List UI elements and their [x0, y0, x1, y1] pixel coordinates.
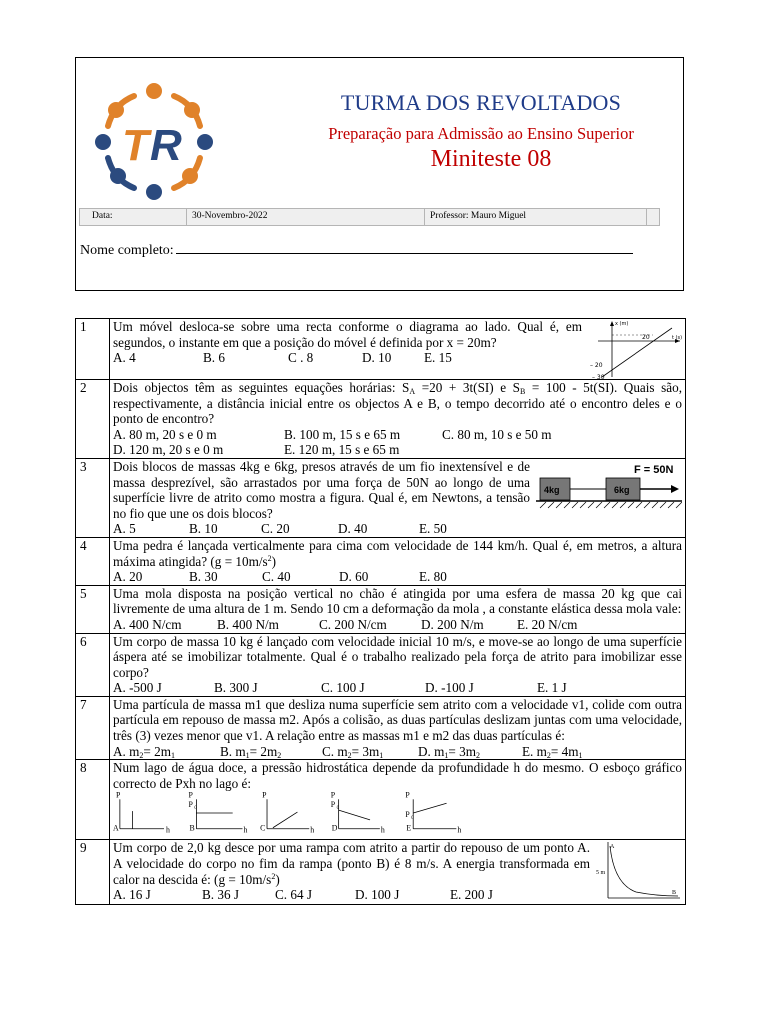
option: D. 40 — [338, 521, 368, 537]
option: C . 8 — [288, 350, 314, 366]
option: B. 400 N/m — [217, 616, 279, 632]
graph-label: t (s) — [672, 335, 682, 341]
option: C. 40 — [262, 569, 291, 585]
question-text: Uma mola disposta na posição vertical no chão é atingida por uma esfera de massa 20 kg que cai livremente de uma altura de 1 m. Sendo 10 cm a deformação da mola , a constante elástica dessa mola vale: — [113, 585, 682, 617]
subscript: A — [409, 387, 416, 396]
option: C. 80 m, 10 s e 50 m — [442, 426, 552, 442]
question-number: 7 — [76, 696, 110, 759]
text-part: =20 + 3t(SI) e S — [415, 380, 520, 395]
svg-text:R: R — [150, 121, 182, 170]
option — [322, 744, 418, 760]
options — [113, 887, 590, 903]
subscript: 2 — [475, 750, 480, 760]
question-text: Uma partícula de massa m1 que desliza numa superfície sem atrito com a velocidade v1, colide com outra partícula em repouso de massa m2. Após a colisão, as duas partículas deslizam juntas com uma velocidade, três (3) vezes menor que v1. A relação entre as massas m1 e m2 das duas partículas é: — [113, 696, 682, 744]
option: C. 64 J — [275, 887, 313, 903]
option: A. -500 J — [113, 680, 162, 696]
question-number: 8 — [76, 760, 110, 840]
graph-letter: C — [260, 824, 266, 834]
options — [113, 442, 682, 458]
option: D. 10 — [362, 350, 392, 366]
axis-label: h — [457, 826, 462, 836]
text-part: A. m — [113, 743, 140, 759]
questions-table — [75, 318, 686, 905]
options — [113, 427, 682, 443]
options — [113, 350, 582, 366]
options — [113, 680, 682, 696]
point-label: B — [672, 890, 677, 897]
axis-label: h — [243, 826, 248, 836]
question-cell — [110, 840, 686, 905]
option — [113, 744, 220, 760]
graph-letter: A — [113, 824, 119, 834]
subscript: 1 — [578, 750, 583, 760]
svg-text:T: T — [122, 121, 149, 170]
meta-row — [79, 208, 660, 226]
divider — [646, 209, 647, 225]
question-cell — [110, 458, 686, 537]
option: E. 120 m, 15 s e 65 m — [284, 442, 400, 458]
question-number: 5 — [76, 585, 110, 633]
question-number: 9 — [76, 840, 110, 905]
table-row — [76, 319, 686, 380]
option: A. 16 J — [113, 887, 151, 903]
option: A. 5 — [113, 521, 136, 537]
axis-label: P — [405, 810, 410, 820]
question-cell — [110, 633, 686, 696]
options — [113, 569, 682, 585]
option: C. 100 J — [321, 680, 365, 696]
text-part: Dois objectos têm as seguintes equações horárias: S — [113, 380, 410, 395]
subscript: 2 — [277, 750, 282, 760]
subscript: B — [520, 387, 526, 396]
subscript: 1 — [379, 750, 384, 760]
table-row — [76, 760, 686, 840]
text-part: E. m — [522, 743, 547, 759]
option: A. 80 m, 20 s e 0 m — [113, 426, 217, 442]
name-label: Nome completo: — [80, 243, 174, 258]
superscript: 2 — [271, 871, 276, 881]
ramp-diagram-icon — [596, 840, 682, 904]
subscript: 0 — [336, 806, 340, 812]
force-label: F = 50N — [634, 463, 674, 476]
table-row — [76, 380, 686, 459]
question-text: Um corpo de massa 10 kg é lançado com velocidade inicial 10 m/s, e move-se ao longo de uma superfície áspera até se imobilizar totalmente. Qual é o trabalho realizado pela força de atrito para imobilizar esse corpo? — [113, 633, 682, 680]
teacher-name: Professor: Mauro Miguel — [430, 211, 527, 221]
option — [418, 744, 522, 760]
date-value: 30-Novembro-2022 — [192, 211, 268, 221]
header-box — [75, 57, 684, 291]
subtitle: Preparação para Admissão ao Ensino Superior — [328, 124, 634, 143]
option: A. 400 N/cm — [113, 616, 182, 632]
question-cell — [110, 760, 686, 840]
question-text — [113, 380, 682, 427]
table-row — [76, 696, 686, 759]
org-name: TURMA DOS REVOLTADOS — [340, 90, 622, 115]
subscript: 2 — [347, 750, 352, 760]
option: D. 100 J — [355, 887, 400, 903]
graph-label: – 20 — [590, 362, 603, 369]
question-cell — [110, 319, 686, 380]
question-cell — [110, 537, 686, 585]
question-text: Dois blocos de massas 4kg e 6kg, presos através de um fio inextensível e de massa desprezível, são arrastados por uma força de 50N ao longo de uma superfície livre de atrito como mostra a figura. Qual é, em Newtons, a tensão no fio que une os dois blocos? — [113, 458, 530, 521]
divider — [424, 209, 425, 225]
axis-label: P — [188, 800, 193, 810]
text-part: = 2m — [143, 743, 171, 759]
question-number: 4 — [76, 537, 110, 585]
block-label: 4kg — [544, 484, 560, 495]
test-title: Miniteste 08 — [430, 146, 552, 172]
question-text: Num lago de água doce, a pressão hidrostática depende da profundidade h do mesmo. O esboço gráfico correcto de Pxh no lago é: — [113, 760, 682, 791]
graph-letter: D — [331, 824, 338, 834]
table-row — [76, 458, 686, 537]
table-row — [76, 585, 686, 633]
blocks-diagram-icon — [536, 462, 682, 520]
text-part: = 3m — [448, 743, 476, 759]
text-part: = 3m — [351, 743, 380, 759]
answer-graphs — [113, 791, 682, 839]
axis-label: P — [405, 791, 410, 800]
name-blank[interactable] — [176, 241, 633, 254]
graph-label: – 30 — [592, 374, 605, 379]
text-part: C. m — [322, 743, 348, 759]
point-label: A — [610, 844, 615, 851]
superscript: 2 — [267, 553, 272, 563]
option: E. 200 J — [450, 887, 493, 903]
text-part: Uma pedra é lançada verticalmente para cima com velocidade de 144 km/h. Qual é, em metros, a altura máxima atingida? (g = 10m/s — [113, 537, 682, 569]
position-time-graph-icon — [588, 319, 682, 379]
table-row — [76, 537, 686, 585]
option: E. 15 — [424, 350, 452, 366]
option: B. 30 — [189, 569, 218, 585]
text-part: = 100 - 5t(SI). Quais são, respectivamente, a distância inicial entre os objectos A e B, o tempo decorrido até o encontro deles e o ponto de encontro? — [113, 380, 682, 427]
axis-label: P — [330, 800, 336, 810]
divider — [186, 209, 187, 225]
text-part: ) — [271, 553, 277, 569]
text-part: B. m — [220, 743, 246, 759]
axis-label: h — [380, 826, 385, 836]
graph-label: 20 — [642, 334, 650, 341]
option: B. 300 J — [214, 680, 258, 696]
text-part: = 4m — [550, 743, 579, 759]
question-text — [113, 538, 682, 569]
axis-label: h — [165, 826, 170, 836]
option: C. 20 — [261, 521, 290, 537]
question-text: Um móvel desloca-se sobre uma recta conforme o diagrama ao lado. Qual é, em segundos, o instante em que a posição do móvel é definida por x = 20m? — [113, 319, 582, 350]
option: D. 60 — [339, 569, 369, 585]
axis-label: h — [310, 826, 315, 836]
subscript: 2 — [139, 750, 144, 760]
option: E. 1 J — [537, 680, 567, 696]
height-label: 5 m — [596, 870, 606, 877]
question-cell — [110, 585, 686, 633]
subscript: 2 — [546, 750, 551, 760]
graph-letter: B — [189, 824, 195, 834]
table-row — [76, 633, 686, 696]
subscript: 0 — [194, 806, 197, 812]
option: D. -100 J — [425, 680, 474, 696]
axis-label: P — [115, 791, 121, 800]
subscript: 1 — [170, 750, 175, 760]
option: B. 10 — [189, 521, 218, 537]
axis-label: P — [188, 791, 193, 800]
option: B. 100 m, 15 s e 65 m — [284, 426, 401, 442]
table-row — [76, 840, 686, 905]
question-cell — [110, 380, 686, 459]
option: D. 120 m, 20 s e 0 m — [113, 442, 224, 458]
date-label: Data: — [92, 211, 113, 221]
option: A. 20 — [113, 569, 143, 585]
graph-letter: E — [406, 824, 412, 834]
option — [220, 744, 322, 760]
option: A. 4 — [113, 350, 136, 366]
option: C. 200 N/cm — [319, 616, 387, 632]
text-part: Um corpo de 2,0 kg desce por uma rampa com atrito a partir do repouso de um ponto A. A velocidade do corpo no fim da rampa (ponto B) é 8 m/s. A energia transformada em calor na descida é: (g = 10m/s — [113, 840, 590, 887]
options — [113, 521, 682, 537]
axis-label: P — [262, 791, 267, 800]
logo-icon — [94, 82, 214, 200]
subscript: 1 — [245, 750, 250, 760]
options — [113, 744, 682, 760]
question-number: 2 — [76, 380, 110, 459]
option: D. 200 N/m — [421, 616, 484, 632]
subscript: 1 — [444, 750, 449, 760]
option: B. 36 J — [202, 887, 240, 903]
name-field[interactable] — [80, 241, 633, 259]
axis-label: P — [330, 791, 336, 800]
text-part: = 2m — [249, 743, 278, 759]
question-number: 1 — [76, 319, 110, 380]
block-label: 6kg — [614, 484, 630, 495]
subscript: 0 — [411, 816, 414, 822]
question-number: 6 — [76, 633, 110, 696]
question-number: 3 — [76, 458, 110, 537]
option: E. 80 — [419, 569, 447, 585]
options — [113, 617, 682, 633]
option: E. 50 — [419, 521, 447, 537]
option: B. 6 — [203, 350, 225, 366]
question-cell — [110, 696, 686, 759]
graph-label: x (m) — [615, 321, 629, 327]
text-part: ) — [275, 871, 280, 887]
text-part: D. m — [418, 743, 445, 759]
pressure-graphs-icon — [113, 791, 682, 839]
option: E. 20 N/cm — [517, 616, 578, 632]
option — [522, 744, 583, 760]
